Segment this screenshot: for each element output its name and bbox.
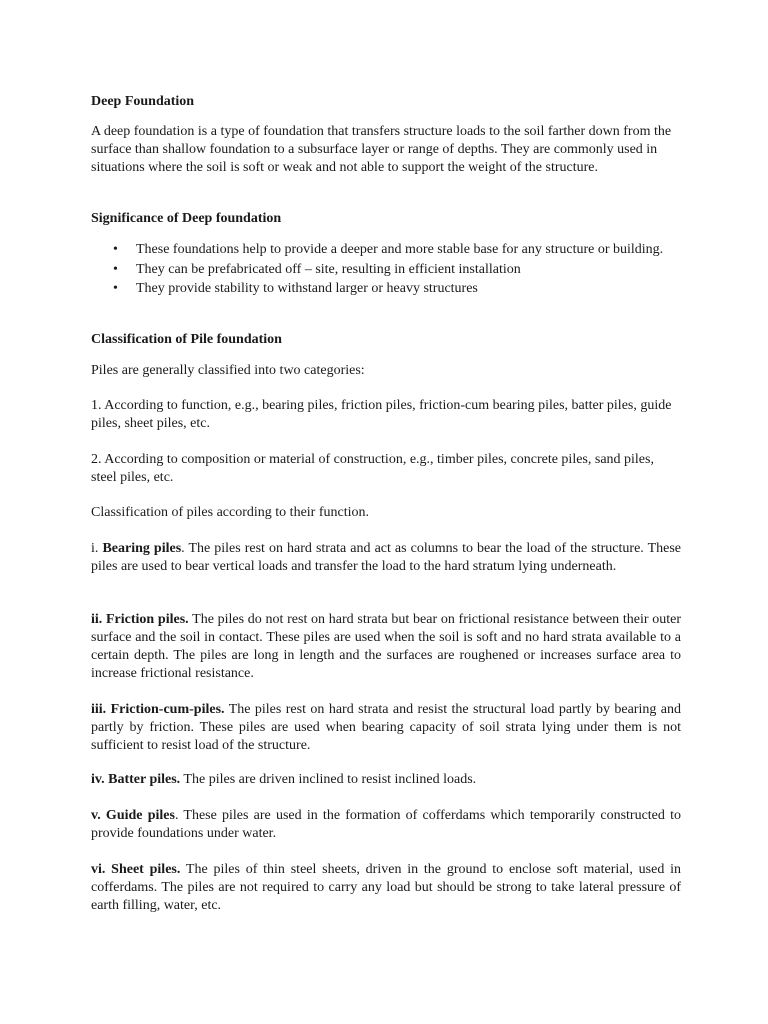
pile-type-term: Bearing piles (102, 541, 182, 556)
pile-type-friction (91, 611, 681, 683)
pile-type-sheet (91, 861, 681, 915)
classified-intro: Piles are generally classified into two categories: (91, 363, 365, 378)
function-intro: Classification of piles according to their function. (91, 505, 369, 520)
pile-type-term: iv. Batter piles. (91, 772, 181, 787)
significance-list (91, 240, 681, 299)
pile-type-text: . These piles are used in the formation of cofferdams which temporarily constructed to provide foundations under water. (91, 808, 681, 841)
pile-type-guide (91, 807, 681, 843)
category-function: 1. According to function, e.g., bearing piles, friction piles, friction-cum bearing piles, batter piles, guide piles, sheet piles, etc. (91, 398, 672, 431)
list-item (91, 279, 681, 299)
pile-type-text: The piles of thin steel sheets, driven in the ground to enclose soft material, used in cofferdams. The piles are not required to carry any load but should be strong to take lateral pressure of earth filling, water, etc. (91, 862, 682, 913)
list-item (91, 240, 681, 260)
list-item (91, 260, 681, 280)
pile-type-batter (91, 771, 681, 789)
list-item-text: They provide stability to withstand larger or heavy structures (136, 281, 478, 296)
pile-type-term: ii. Friction piles. (91, 612, 189, 627)
category-composition: 2. According to composition or material of construction, e.g., timber piles, concrete piles, sand piles, steel piles, etc. (91, 452, 654, 485)
list-item-text: These foundations help to provide a deeper and more stable base for any structure or building. (136, 242, 664, 257)
pile-type-bearing (91, 540, 681, 576)
pile-type-text: . The piles rest on hard strata and act as columns to bear the load of the structure. These piles are used to bear vertical loads and transfer the load to the hard stratum lying underneath. (91, 541, 682, 574)
bullet-icon: • (113, 242, 118, 257)
heading-significance: Significance of Deep foundation (91, 211, 282, 226)
bullet-icon: • (113, 261, 118, 277)
pile-type-term: vi. Sheet piles. (91, 862, 181, 877)
pile-type-term: iii. Friction-cum-piles. (91, 702, 225, 717)
pile-type-text: The piles do not rest on hard strata but bear on frictional resistance between their outer surface and the soil in contact. These piles are used when the soil is soft and no hard strata available to a certain depth. The piles are long in length and the surfaces are roughened or increases surface area to increase frictional resistance. (91, 612, 682, 681)
intro-paragraph: A deep foundation is a type of foundation that transfers structure loads to the soil farther down from the surface than shallow foundation to a subsurface layer or range of depths. They are commonly used in situations where the soil is soft or weak and not able to support the weight of the structure. (91, 124, 672, 175)
pile-type-term: v. Guide piles (91, 808, 175, 823)
list-item-text: They can be prefabricated off – site, resulting in efficient installation (136, 261, 521, 277)
heading-deep-foundation: Deep Foundation (91, 94, 195, 109)
pile-type-text: The piles are driven inclined to resist inclined loads. (180, 772, 477, 787)
bullet-icon: • (113, 281, 118, 296)
heading-classification: Classification of Pile foundation (91, 332, 282, 347)
pile-type-friction-cum (91, 701, 681, 755)
pile-type-text: The piles rest on hard strata and resist the structural load partly by bearing and partly by friction. These piles are used when bearing capacity of soil strata lying under them is not sufficient to resist load of the structure. (91, 702, 681, 753)
pile-type-prefix: i. (91, 541, 103, 556)
